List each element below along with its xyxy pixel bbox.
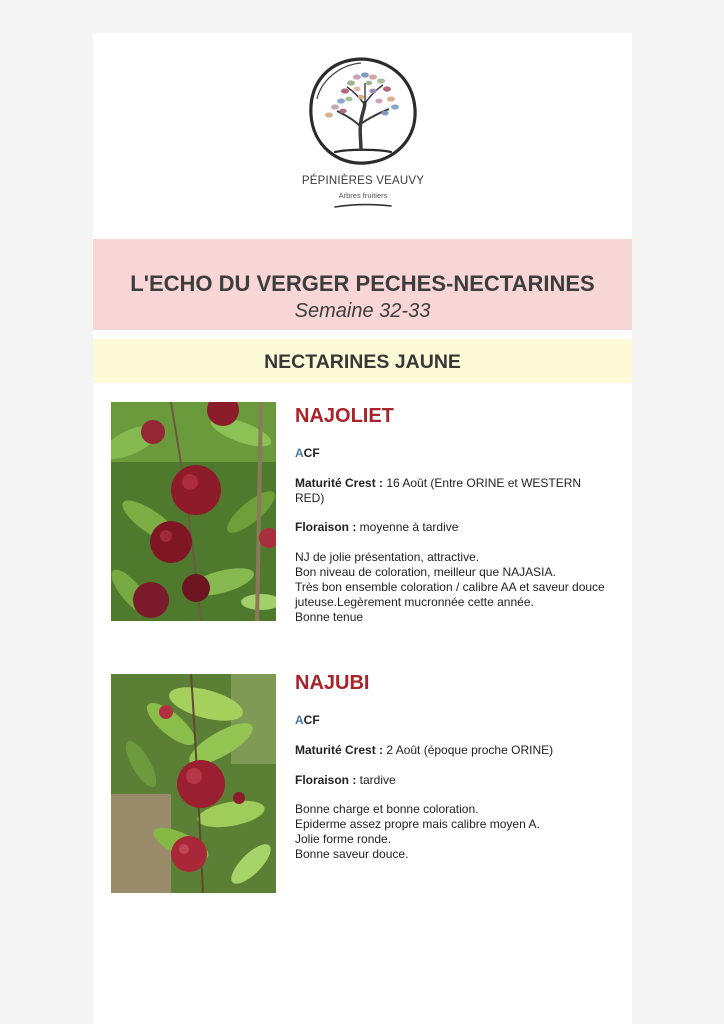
maturite-label: Maturité Crest : [295,743,384,757]
floraison-value: tardive [356,772,396,787]
newsletter-title: L'ECHO DU VERGER PECHES-NECTARINES [130,271,595,296]
variety-najubi [295,672,613,862]
acf-initial: A [295,446,304,460]
floraison-line [295,520,613,535]
newsletter-page [93,33,632,1024]
maturite-line [295,476,613,505]
acf-label [295,713,613,727]
variety-photo-najoliet [111,402,276,621]
tree-logo-icon [299,53,427,173]
maturite-value: 16 Août (Entre ORINE et WESTERN RED) [295,476,582,505]
variety-name: NAJUBI [295,672,370,694]
brand-subtitle: Arbres fruitiers [338,191,388,200]
acf-initial: A [295,713,304,727]
floraison-line [295,773,613,788]
variety-name: NAJOLIET [295,405,394,427]
acf-label [295,446,613,460]
newsletter-banner [93,239,632,330]
nectarine-tree-photo-icon [111,402,276,621]
brand-logo [299,53,427,213]
floraison-label: Floraison : [295,772,357,787]
maturite-value: 2 Août (époque proche ORINE) [383,743,554,757]
variety-najoliet [295,405,613,625]
variety-description: Bonne charge et bonne coloration. Epiderme assez propre mais calibre moyen A. Jolie forme ronde. Bonne saveur douce. [295,802,540,861]
maturite-label: Maturité Crest : [295,476,384,490]
week-subtitle: Semaine 32-33 [294,300,431,322]
maturite-line [295,743,613,758]
nectarine-tree-photo-icon [111,674,276,893]
acf-rest: CF [303,713,320,727]
floraison-label: Floraison : [295,520,357,534]
variety-description: NJ de jolie présentation, attractive. Bon niveau de coloration, meilleur que NAJASIA. Très bon ensemble coloration / calibre AA et saveur douce juteuse.Legèrement mucronnée cette année. Bonne tenue [295,549,605,624]
section-header [93,339,632,383]
acf-rest: CF [303,446,320,460]
brand-name: PÉPINIÈRES VEAUVY [301,175,425,187]
variety-photo-najubi [111,674,276,893]
floraison-value: moyenne à tardive [356,520,459,534]
brush-underline-icon [333,203,393,209]
section-title: NECTARINES JAUNE [264,351,461,373]
